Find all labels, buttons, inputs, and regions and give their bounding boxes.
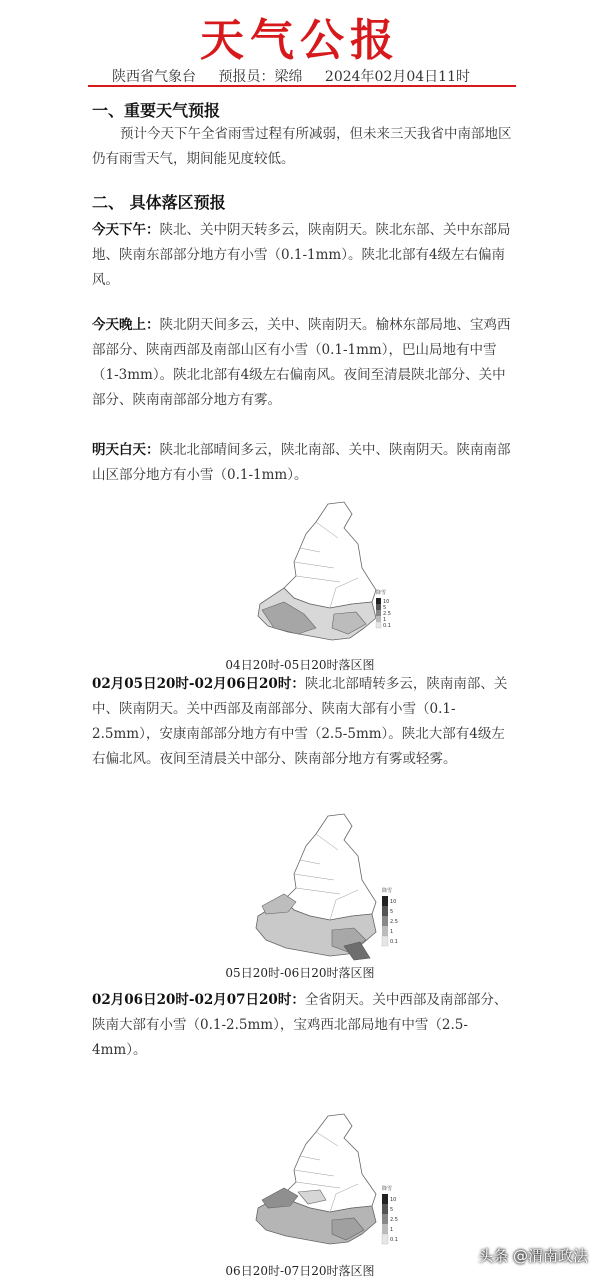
header-divider	[88, 85, 516, 87]
forecast-period-2	[92, 672, 516, 772]
forecast-tomorrow	[92, 438, 516, 488]
period-text: 全省阴天。关中西部及南部部分、陕南大部有小雪（0.1-2.5mm），宝鸡西北部局地有中雪（2.5-4mm）。	[92, 992, 508, 1058]
legend-value: 5	[390, 1207, 394, 1213]
bulletin-title: 天气公报	[200, 15, 400, 66]
legend-value: 5	[390, 909, 394, 915]
legend-value: 2.5	[390, 1217, 398, 1223]
forecast-lead: 明天白天：	[92, 442, 160, 458]
map-2-caption: 05日20时-06日20时落区图	[225, 966, 375, 980]
legend-value: 1	[383, 617, 387, 623]
legend-value: 0.1	[390, 1237, 398, 1243]
forecast-text: 陕北北部晴间多云，陕北南部、关中、陕南阴天。陕南南部山区部分地方有小雪（0.1-1mm）。	[92, 442, 511, 483]
legend-value: 10	[390, 899, 397, 905]
forecaster: 预报员：梁绵	[218, 69, 303, 85]
bulletin-meta	[112, 66, 488, 86]
section1-text: 预计今天下午全省雨雪过程有所减弱，但未来三天我省中南部地区仍有雨雪天气，期间能见度较低。	[92, 126, 512, 167]
legend-value: 2.5	[390, 919, 398, 925]
agency: 陕西省气象台	[112, 69, 196, 85]
legend-value: 1	[390, 1227, 394, 1233]
forecast-text: 陕北、关中阴天转多云，陕南阴天。陕北东部、关中东部局地、陕南东部部分地方有小雪（0.1-1mm）。陕北北部有4级左右偏南风。	[92, 222, 511, 288]
snowfall-map-2	[236, 810, 406, 970]
legend-title: 降雪	[382, 1186, 393, 1192]
legend-title: 降雪	[382, 888, 393, 894]
snowfall-legend	[382, 1185, 398, 1244]
legend-value: 10	[390, 1197, 397, 1203]
section1-heading: 一、重要天气预报	[92, 101, 221, 120]
forecast-afternoon	[92, 218, 516, 293]
legend-value: 1	[390, 929, 394, 935]
forecast-text: 陕北阴天间多云，关中、陕南阴天。榆林东部局地、宝鸡西部部分、陕南西部及南部山区有小雪（0.1-1mm），巴山局地有中雪（1-3mm）。陕北北部有4级左右偏南风。夜间至清晨陕北部分、关中部分、陕南南部部分地方有雾。	[92, 317, 511, 408]
period-lead: 02月05日20时-02月06日20时：	[92, 676, 305, 692]
forecast-tonight	[92, 313, 516, 413]
legend-value: 2.5	[383, 611, 391, 617]
legend-value: 10	[383, 599, 390, 605]
source-watermark: 头条 @渭南政法	[478, 1247, 588, 1265]
legend-value: 5	[383, 605, 387, 611]
snowfall-legend	[382, 887, 398, 946]
snowfall-legend	[376, 589, 391, 629]
period-lead: 02月06日20时-02月07日20时：	[92, 992, 305, 1008]
forecast-lead: 今天晚上：	[92, 317, 160, 333]
legend-value: 0.1	[390, 939, 398, 945]
period-text: 陕北北部晴转多云，陕南南部、关中、陕南阴天。关中西部及南部部分、陕南大部有小雪（0.1-2.5mm），安康南部部分地方有中雪（2.5-5mm）。陕北大部有4级左右偏北风。夜间至清晨关中部分、陕南部分地方有雾或轻雾。	[92, 676, 508, 767]
forecast-lead: 今天下午：	[92, 222, 160, 238]
issue-datetime: 2024年02月04日11时	[324, 69, 470, 85]
snowfall-map-3	[236, 1110, 406, 1260]
legend-value: 0.1	[383, 623, 391, 629]
snowfall-map-1	[240, 498, 400, 653]
section2-heading: 二、 具体落区预报	[92, 193, 226, 212]
legend-title: 降雪	[376, 590, 387, 596]
forecast-period-3	[92, 988, 516, 1063]
map-1-caption: 04日20时-05日20时落区图	[225, 658, 375, 672]
map-3-caption: 06日20时-07日20时落区图	[225, 1264, 375, 1278]
